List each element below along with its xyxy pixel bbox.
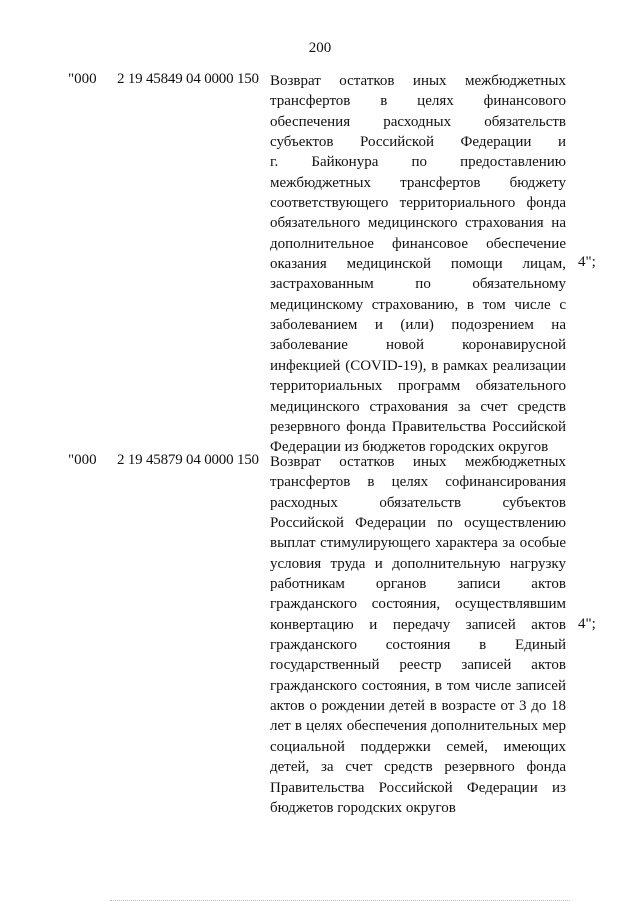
- description-line: детей, за счет средств резервного фонда: [270, 759, 566, 776]
- description-line: условия труда и дополнительную нагрузку: [270, 555, 566, 572]
- description-line: Российской Федерации по осуществлению: [270, 515, 566, 532]
- description-line: обеспечения расходных обязательств: [270, 113, 566, 130]
- description-line: Возврат остатков иных межбюджетных: [270, 73, 566, 89]
- description-line: работникам органов записи актов: [270, 576, 566, 593]
- description-line: лет в целях обеспечения дополнительных мер: [270, 718, 566, 735]
- description-line: медицинского страхования за счет средств: [270, 398, 566, 415]
- description-line: гражданского состояния, в том числе записей: [270, 677, 566, 694]
- description-line: актов о рождении детей в возрасте от 3 до 18: [270, 698, 566, 715]
- budget-code: 2 19 45879 04 0000 150: [117, 452, 259, 468]
- description-line: государственный реестр записей актов: [270, 657, 566, 674]
- description-line: обязательного медицинского страхования на: [270, 215, 566, 232]
- row-value: 4";: [578, 254, 596, 270]
- description-line: Возврат остатков иных межбюджетных: [270, 454, 566, 470]
- description-line: Правительства Российской Федерации из: [270, 779, 566, 796]
- description-line: территориальных программ обязательного: [270, 378, 566, 395]
- description-line: субъектов Российской Федерации и: [270, 134, 566, 151]
- description-line: соответствующего территориального фонда: [270, 195, 566, 212]
- description-line: трансфертов в целях софинансирования: [270, 474, 566, 491]
- description-line: выплат стимулирующего характера за особые: [270, 535, 566, 552]
- bottom-rule: [110, 900, 570, 901]
- description-line: застрахованным по обязательному: [270, 276, 566, 293]
- description-line: гражданского состояния в Единый: [270, 637, 566, 654]
- description-line: г. Байконура по предоставлению: [270, 154, 566, 171]
- description-line: оказания медицинской помощи лицам,: [270, 256, 566, 273]
- description-line: заболевание новой коронавирусной: [270, 337, 566, 354]
- description: [270, 452, 566, 818]
- description-line: медицинскому страхованию, в том числе с: [270, 296, 566, 313]
- description-line: заболеванием и (или) подозрением на: [270, 317, 566, 334]
- description-line: дополнительное финансовое обеспечение: [270, 235, 566, 252]
- description-line: гражданского состояния, осуществлявшим: [270, 596, 566, 613]
- description-line: конвертацию и передачу записей актов: [270, 616, 566, 633]
- description-line: межбюджетных трансфертов бюджету: [270, 174, 566, 191]
- row-prefix: "000: [68, 452, 97, 468]
- description-line: Федерации из бюджетов городских округов: [270, 439, 549, 456]
- page-number: 200: [308, 40, 332, 56]
- description-line: социальной поддержки семей, имеющих: [270, 738, 566, 755]
- budget-code: 2 19 45849 04 0000 150: [117, 71, 259, 87]
- description-line: инфекцией (COVID-19), в рамках реализации: [270, 357, 566, 374]
- description-line: резервного фонда Правительства Российской: [270, 418, 566, 435]
- description: [270, 71, 566, 458]
- description-line: расходных обязательств субъектов: [270, 494, 566, 511]
- row-value: 4";: [578, 616, 596, 632]
- description-line: трансфертов в целях финансового: [270, 93, 566, 110]
- row-prefix: "000: [68, 71, 97, 87]
- description-line: бюджетов городских округов: [270, 799, 456, 816]
